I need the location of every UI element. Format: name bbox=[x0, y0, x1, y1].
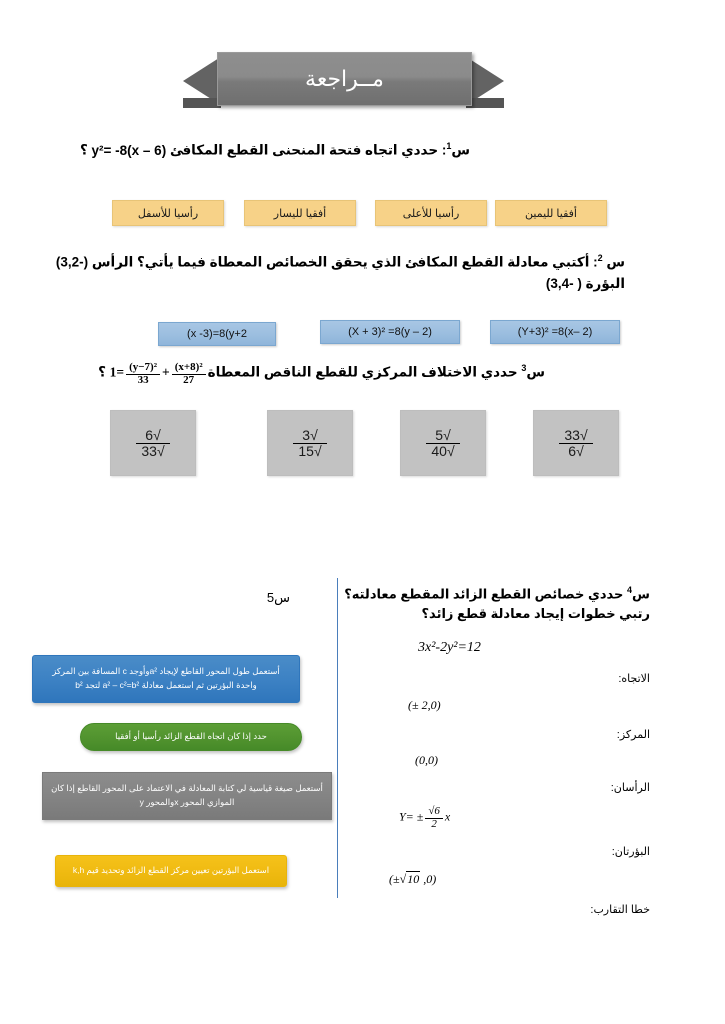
q4-value-direction-text: (± 2,0) bbox=[408, 698, 441, 712]
q4-field-label-foci bbox=[612, 845, 650, 858]
q4-vertices-tail: x bbox=[444, 809, 451, 824]
q3-fraction-1-numerator: (x+8)² bbox=[174, 361, 203, 373]
q3-eq-plus: + bbox=[162, 364, 170, 380]
q1-text: : حددي اتجاه فتحة المنحنى القطع المكافئ bbox=[166, 142, 447, 158]
q5-step-1[interactable] bbox=[32, 655, 300, 703]
q5-number: 5 bbox=[266, 590, 275, 605]
panel-divider bbox=[337, 578, 338, 898]
question-5-label bbox=[267, 588, 290, 608]
q1-option-4[interactable] bbox=[495, 200, 607, 226]
q4-vertices-lead: Y= ± bbox=[399, 809, 424, 824]
q3-fraction-2 bbox=[126, 362, 160, 386]
q3-superscript: 3 bbox=[521, 363, 527, 373]
q3-option-2-numerator: √3 bbox=[302, 426, 318, 443]
q3-option-3[interactable] bbox=[400, 410, 486, 476]
q2-text-1: : أكتبي معادلة القطع المكافئ الذي يحقق الخصائص المعطاة فيما يأتي؟ الرأس (-3,2) bbox=[55, 254, 598, 270]
q2-superscript: 2 bbox=[597, 253, 603, 263]
q1-option-4-label: أفقيا لليمين bbox=[525, 207, 577, 220]
q4-equation-text: 3x²-2y²=12 bbox=[418, 640, 481, 655]
question-1-prompt bbox=[80, 140, 470, 161]
q4-foci-radicand: 10 bbox=[407, 872, 420, 886]
q3-option-1-fraction bbox=[136, 428, 169, 458]
question-2-prompt-line-2 bbox=[546, 274, 625, 295]
q1-option-2-label: أفقيا لليسار bbox=[273, 207, 327, 220]
q2-option-2-label: (X + 3)² =8(y – 2) bbox=[348, 326, 432, 338]
q3-eq-lead: 1= bbox=[109, 364, 125, 380]
q4-text-2: رتبي خطوات إيجاد معادلة قطع زائد؟ bbox=[421, 606, 650, 621]
q1-prefix: س bbox=[451, 142, 470, 158]
q3-fraction-2-numerator: (y−7)² bbox=[129, 361, 158, 373]
q1-superscript: 1 bbox=[446, 141, 452, 151]
q5-step-4[interactable] bbox=[55, 855, 287, 887]
q3-suffix: ؟ bbox=[98, 364, 110, 380]
q3-fraction-2-denominator: 33 bbox=[126, 374, 160, 387]
q2-option-1[interactable] bbox=[158, 322, 276, 346]
q3-option-4[interactable] bbox=[533, 410, 619, 476]
q4-prefix: س bbox=[632, 586, 650, 602]
q1-option-1-label: رأسيا للأسفل bbox=[137, 207, 199, 220]
q3-option-2-fraction bbox=[293, 428, 326, 458]
q1-option-3[interactable] bbox=[375, 200, 487, 226]
q4-label-direction-text: الاتجاه: bbox=[618, 673, 650, 685]
q2-prefix: س bbox=[602, 254, 625, 270]
q3-option-1-numerator: √6 bbox=[145, 426, 161, 443]
q4-label-center-text: المركز: bbox=[616, 729, 650, 741]
q3-option-4-numerator: √33 bbox=[564, 426, 588, 443]
q3-equation bbox=[110, 362, 208, 386]
q1-option-2[interactable] bbox=[244, 200, 356, 226]
q4-field-value-vertices bbox=[399, 806, 450, 830]
q4-field-label-vertices bbox=[611, 781, 650, 794]
q3-option-3-fraction bbox=[426, 428, 459, 458]
q1-option-3-label: رأسيا للأعلى bbox=[402, 207, 460, 220]
q4-field-value-direction bbox=[408, 698, 441, 713]
question-3-prompt bbox=[98, 362, 545, 386]
page-title: مــراجعة bbox=[305, 66, 384, 91]
q4-vertices-denominator: 2 bbox=[425, 818, 443, 831]
q1-equation: y²= -8(x – 6) bbox=[91, 142, 167, 158]
q4-label-vertices-text: الرأسان: bbox=[610, 782, 650, 794]
question-4-prompt-line-1 bbox=[344, 584, 650, 604]
q4-superscript: 4 bbox=[627, 585, 633, 595]
q2-option-2[interactable] bbox=[320, 320, 460, 344]
q4-field-value-center bbox=[415, 753, 438, 768]
q4-foci-lead: (± bbox=[389, 872, 400, 886]
q3-option-4-denominator: √6 bbox=[559, 443, 592, 459]
q3-option-2-denominator: √15 bbox=[293, 443, 326, 459]
banner bbox=[0, 52, 725, 114]
banner-body bbox=[217, 52, 472, 106]
q5-step-2-label: حدد إذا كان اتجاه القطع الزائد رأسيا أو أفقيا bbox=[115, 731, 267, 742]
q5-step-1-label: أستعمل طول المحور القاطع لإيجاد a²وأوجد c المسافة بين المركز واحدة البؤرتين ثم استعمل معادلة a² – c²=b² لتجد b² bbox=[52, 666, 280, 690]
q3-prefix: س bbox=[526, 364, 545, 380]
q4-label-foci-text: البؤرتان: bbox=[611, 846, 650, 858]
q2-option-3[interactable] bbox=[490, 320, 620, 344]
q3-option-1-denominator: √33 bbox=[136, 443, 169, 459]
q3-option-4-fraction bbox=[559, 428, 592, 458]
q4-vertices-fraction bbox=[425, 806, 443, 830]
q4-text-1: حددي خصائص القطع الزائد المقطع معادلته؟ bbox=[344, 586, 628, 602]
q2-option-3-label: (Y+3)² =8(x– 2) bbox=[517, 326, 593, 338]
q4-value-center-text: (0,0) bbox=[415, 753, 438, 767]
q1-suffix: ؟ bbox=[79, 142, 92, 158]
q4-field-label-asymptotes bbox=[590, 903, 650, 916]
q2-option-1-label: (x -3)=8(y+2 bbox=[187, 328, 247, 340]
q4-equation bbox=[418, 640, 481, 656]
q5-step-3[interactable] bbox=[42, 772, 332, 820]
q5-step-4-label: استعمل البؤرتين تعيين مركز القطع الزائد وتحديد قيم k,h bbox=[72, 865, 270, 876]
q4-label-asymptotes-text: خطا التقارب: bbox=[590, 904, 650, 916]
q1-option-1[interactable] bbox=[112, 200, 224, 226]
q4-field-label-center bbox=[617, 728, 650, 741]
q3-fraction-1 bbox=[172, 362, 206, 386]
q3-text: حددي الاختلاف المركزي للقطع الناقص المعطاة bbox=[207, 364, 522, 380]
q3-option-1[interactable] bbox=[110, 410, 196, 476]
question-2-prompt-line-1 bbox=[56, 252, 625, 273]
ribbon-left-fold-icon bbox=[183, 98, 221, 108]
question-4-prompt-line-2 bbox=[422, 604, 650, 624]
q4-field-label-direction bbox=[618, 672, 650, 685]
q3-option-3-denominator: √40 bbox=[426, 443, 459, 459]
q4-foci-tail: ,0) bbox=[420, 872, 437, 886]
q5-prefix: س bbox=[274, 590, 290, 605]
q5-step-3-label: أستعمل صيغة قياسية لي كتابة المعادلة في الاعتماد على المحور القاطع إذا كان الموازي المحور xوالمحور y bbox=[51, 783, 323, 807]
q3-fraction-1-denominator: 27 bbox=[172, 374, 206, 387]
q5-step-2[interactable] bbox=[80, 723, 302, 751]
q3-option-3-numerator: √5 bbox=[435, 426, 451, 443]
q4-vertices-numerator: √6 bbox=[428, 805, 440, 817]
q3-option-2[interactable] bbox=[267, 410, 353, 476]
q4-field-value-foci: (±√10 ,0) bbox=[389, 872, 437, 886]
q2-text-2: البؤرة ( -3,4) bbox=[545, 276, 625, 291]
